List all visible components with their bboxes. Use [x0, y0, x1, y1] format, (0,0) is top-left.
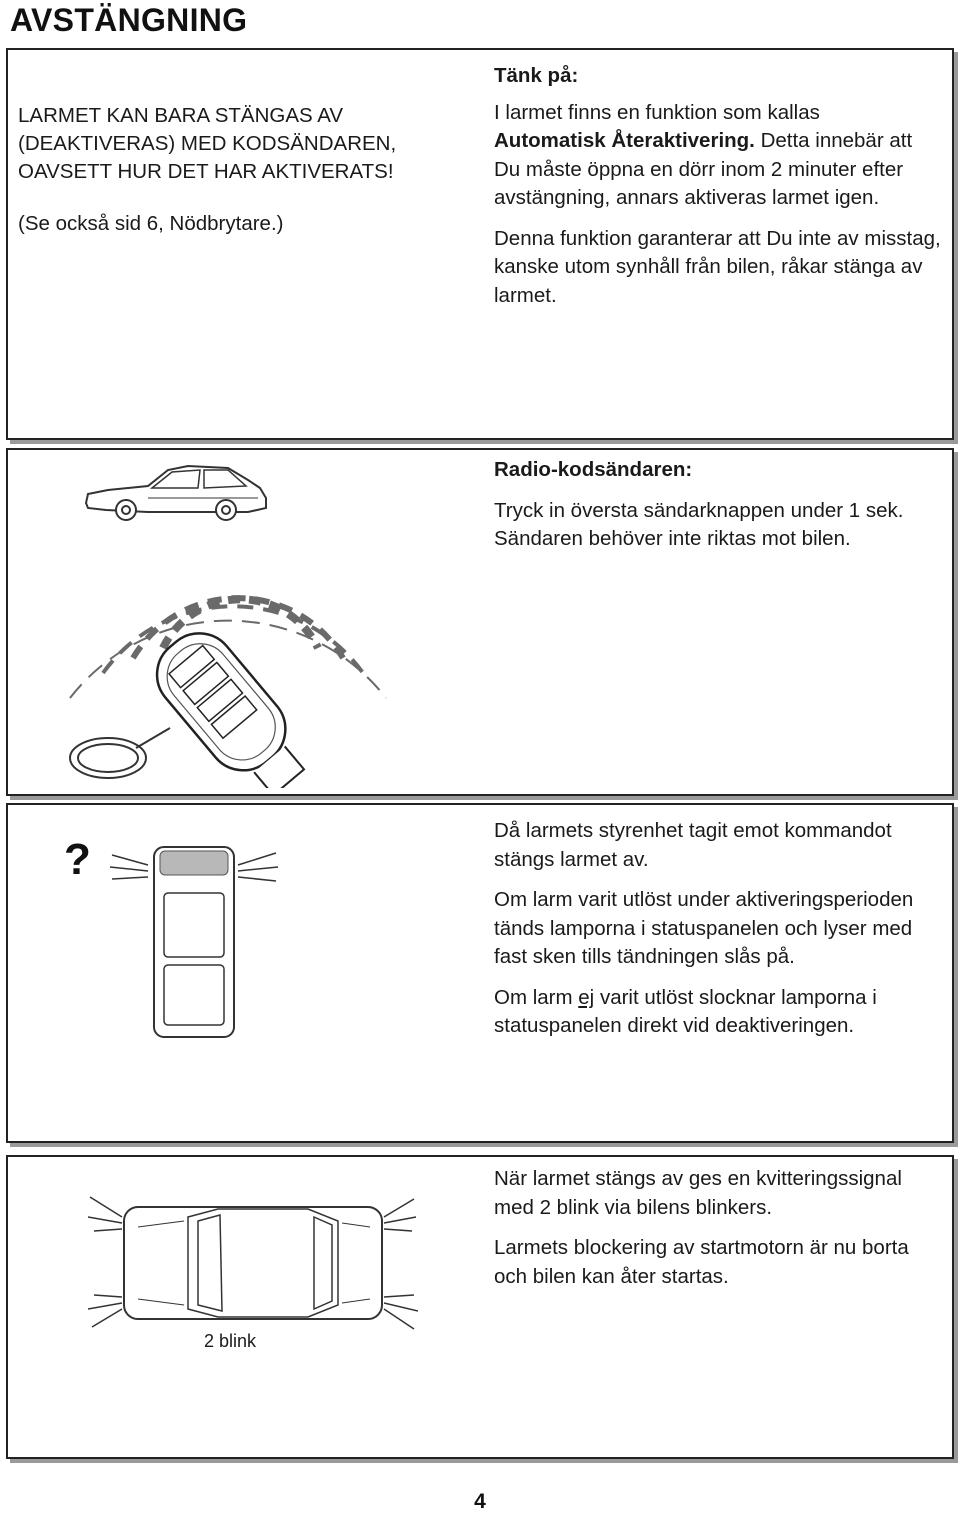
status-text-column: [494, 817, 944, 1053]
light-ray: [112, 877, 148, 879]
blink-label: 2 blink: [204, 1331, 257, 1351]
remote-heading: Radio-kodsändaren:: [494, 458, 693, 481]
remote-paragraph-1: Tryck in översta sändarknappen under 1 sek.: [494, 498, 904, 522]
status-paragraph-2: Om larm varit utlöst under aktiveringsperioden tänds lamporna i statuspanelen och lyser med fast sken tills tändningen slås på.: [494, 888, 914, 968]
light-ray: [238, 853, 276, 865]
tip-heading: Tänk på:: [494, 64, 579, 87]
light-ray: [238, 867, 278, 871]
status-lamp-panel: [160, 851, 228, 875]
blink-paragraph-1: När larmet stängs av ges en kvitteringssignal med 2 blink via bilens blinkers.: [494, 1167, 902, 1219]
tip-para1-start: I larmet finns en funktion som kallas: [494, 100, 820, 124]
blink-text-column: [494, 1165, 944, 1303]
warning-block: [18, 102, 478, 262]
status-para3-underlined: ej: [578, 985, 595, 1009]
car-top-icon: [154, 847, 234, 1037]
question-mark: ?: [64, 835, 91, 884]
panel-remote: [6, 448, 954, 796]
remote-car-illustration: [48, 458, 468, 788]
car-top-blink-icon: [124, 1207, 382, 1319]
key-ring-icon: [70, 728, 170, 778]
warning-line-3: OAVSETT HUR DET HAR AKTIVERATS!: [18, 160, 394, 183]
see-also-note: (Se också sid 6, Nödbrytare.): [18, 212, 284, 235]
page-number: 4: [474, 1490, 486, 1513]
remote-paragraph-2: Sändaren behöver inte riktas mot bilen.: [494, 527, 851, 550]
light-ray: [112, 855, 148, 865]
tip-paragraph-1: [494, 99, 944, 213]
light-ray: [238, 877, 276, 881]
light-ray: [110, 867, 148, 871]
panel-status: [6, 803, 954, 1143]
status-paragraph-3: [494, 984, 944, 1041]
tip-para1-end: Detta innebär att Du måste öppna en dörr inom 2 minuter efter avstängning, annars aktiveras larmet igen.: [494, 129, 913, 209]
warning-text: [18, 102, 478, 186]
car-side-icon: [86, 466, 266, 520]
status-para3-end: varit utlöst slocknar lamporna i statuspanelen direkt vid deaktiveringen.: [494, 985, 877, 1037]
panel-blink: [6, 1155, 954, 1459]
tip-para1-bold: Automatisk Återaktivering.: [494, 129, 755, 152]
remote-text-column: [494, 456, 944, 566]
car-blink-illustration: [88, 1187, 418, 1347]
page-title: AVSTÄNGNING: [10, 2, 248, 38]
status-para3-start: Om larm: [494, 985, 579, 1009]
tip-paragraph-2: Denna funktion garanterar att Du inte av misstag, kanske utom synhåll från bilen, råkar stänga av larmet.: [494, 226, 941, 307]
warning-line-1: LARMET KAN BARA STÄNGAS AV: [18, 104, 344, 127]
panel-deactivation-info: [6, 48, 954, 440]
status-paragraph-1: Då larmets styrenhet tagit emot kommandot stängs larmet av.: [494, 819, 892, 871]
car-top-illustration: [104, 841, 294, 1041]
tip-text-column: [494, 62, 944, 322]
warning-line-2: (DEAKTIVERAS) MED KODSÄNDAREN,: [18, 132, 397, 155]
blink-paragraph-2: Larmets blockering av startmotorn är nu borta och bilen kan åter startas.: [494, 1236, 909, 1288]
